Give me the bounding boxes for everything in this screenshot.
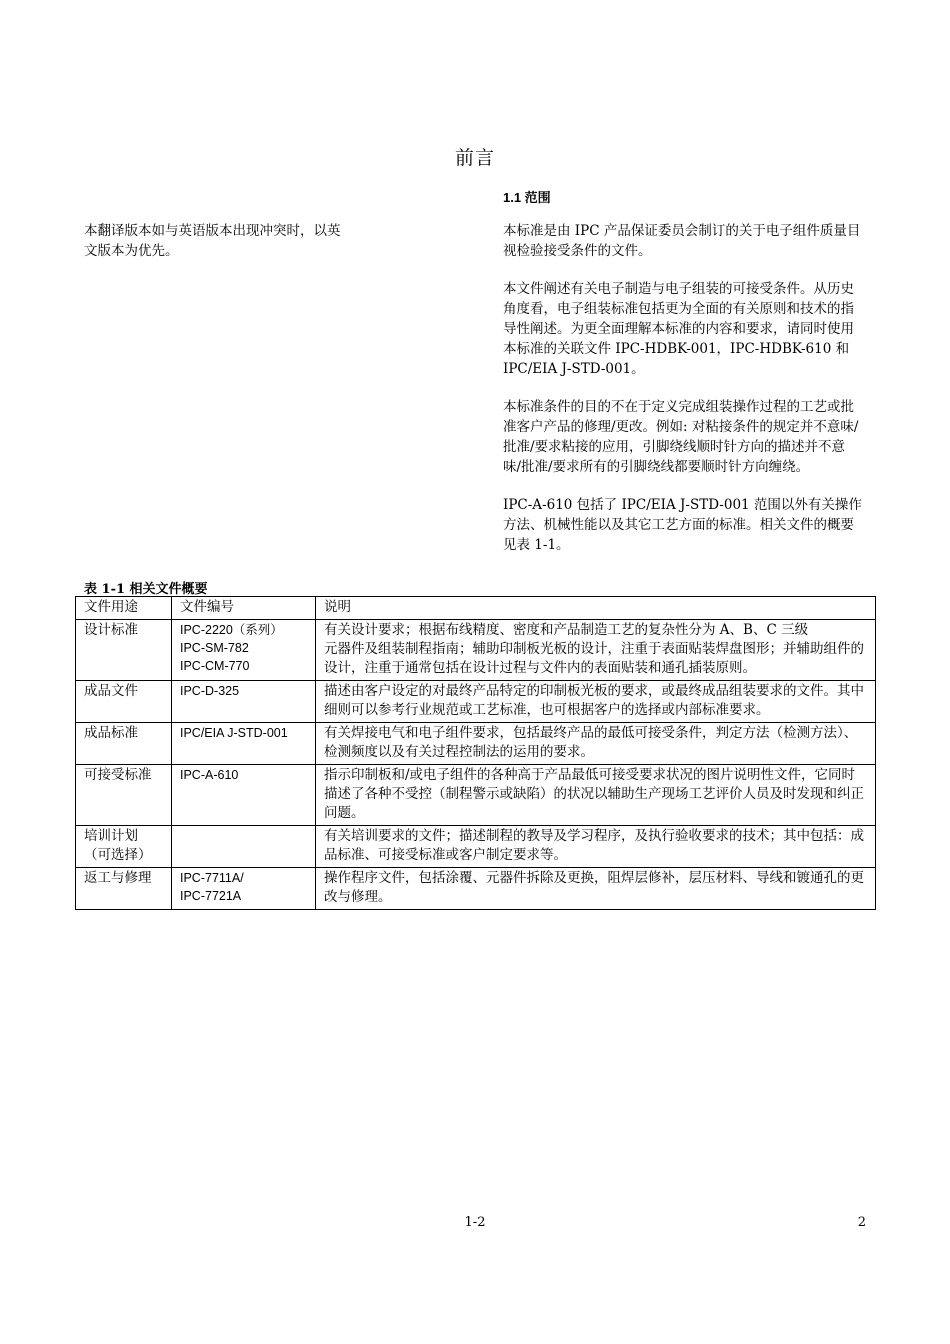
related-documents-table (75, 596, 876, 910)
description-cell: 有关设计要求；根据布线精度、密度和产品制造工艺的复杂性分为 A、B、C 三级 元器件及组装制程指南；辅助印制板光板的设计，注重于表面贴装焊盘图形；并辅助组件的设计，注重于通常包括在设计过程与文件内的表面贴装和通孔插装原则。 (316, 620, 876, 681)
document-number: IPC-CM-770 (180, 659, 250, 673)
description-cell: 有关培训要求的文件；描述制程的教导及学习程序，及执行验收要求的技术；其中包括：成品标准、可接受标准或客户制定要求等。 (316, 826, 876, 868)
document-number: IPC-A-610 (180, 768, 239, 782)
document-number-cell (172, 765, 316, 826)
table-row (76, 868, 876, 910)
paragraph: IPC-A-610 包括了 IPC/EIA J-STD-001 范围以外有关操作方法、机械性能以及其它工艺方面的标准。相关文件的概要见表 1-1。 (503, 497, 862, 553)
document-number: IPC-7711A/ (180, 871, 244, 885)
purpose-cell: 成品标准 (76, 723, 172, 765)
table-header-row (76, 597, 876, 620)
description-cell: 操作程序文件，包括涂覆、元器件拆除及更换，阻焊层修补，层压材料、导线和镀通孔的更改与修理。 (316, 868, 876, 910)
purpose-cell: 成品文件 (76, 681, 172, 723)
paragraph: 本文件阐述有关电子制造与电子组装的可接受条件。从历史角度看，电子组装标准包括更为全面的有关原则和技术的指导性阐述。为更全面理解本标准的内容和要求，请同时使用本标准的关联文件 IPC-HDBK-001，IPC-HDBK-610 和 IPC/EIA J-STD-001。 (503, 281, 854, 377)
table-row (76, 826, 876, 868)
description-cell: 有关焊接电气和电子组件要求，包括最终产品的最低可接受条件，判定方法（检测方法）、检测频度以及有关过程控制法的运用的要求。 (316, 723, 876, 765)
document-number-cell (172, 620, 316, 681)
document-number: IPC-SM-782 (180, 641, 249, 655)
description-cell: 指示印制板和/或电子组件的各种高于产品最低可接受要求状况的图片说明性文件，它同时描述了各种不受控（制程警示或缺陷）的状况以辅助生产现场工艺评价人员及时发现和纠正问题。 (316, 765, 876, 826)
page-title: 前言 (454, 147, 495, 169)
section-heading: 1.1 范围 (503, 190, 551, 205)
page-number: 2 (857, 1215, 866, 1230)
document-number: IPC-2220（系列） (180, 623, 283, 637)
paragraph: 本标准是由 IPC 产品保证委员会制订的关于电子组件质量目视检验接受条件的文件。 (503, 223, 861, 259)
purpose-cell: 可接受标准 (76, 765, 172, 826)
document-number-cell (172, 826, 316, 868)
purpose-cell: 设计标准 (76, 620, 172, 681)
table-row (76, 681, 876, 723)
document-number: IPC-7721A (180, 889, 242, 903)
document-number: IPC/EIA J-STD-001 (180, 726, 288, 740)
page-label: 1-2 (464, 1215, 486, 1230)
column-header: 文件编号 (172, 597, 316, 620)
paragraph: 本标准条件的目的不在于定义完成组装操作过程的工艺或批准客户产品的修理/更改。例如: 对粘接条件的规定并不意味/批准/要求粘接的应用，引脚绕线顺时针方向的描述并不意味/批准/要求所有的引脚绕线都要顺时针方向缠绕。 (503, 399, 859, 475)
column-header: 文件用途 (76, 597, 172, 620)
document-number-cell (172, 868, 316, 910)
purpose-cell: 返工与修理 (76, 868, 172, 910)
table-row (76, 723, 876, 765)
table-row (76, 765, 876, 826)
description-cell: 描述由客户设定的对最终产品特定的印制板光板的要求，或最终成品组装要求的文件。其中细则可以参考行业规范或工艺标准，也可根据客户的选择或内部标准要求。 (316, 681, 876, 723)
document-number: IPC-D-325 (180, 684, 240, 698)
table-row (76, 620, 876, 681)
purpose-cell: 培训计划 （可选择） (76, 826, 172, 868)
scope-text (503, 221, 863, 573)
column-header: 说明 (316, 597, 876, 620)
document-number-cell (172, 723, 316, 765)
table-caption: 表 1-1 相关文件概要 (84, 582, 208, 597)
table-body (76, 620, 876, 910)
document-number-cell (172, 681, 316, 723)
translation-note: 本翻译版本如与英语版本出现冲突时，以英文版本为优先。 (84, 223, 341, 259)
